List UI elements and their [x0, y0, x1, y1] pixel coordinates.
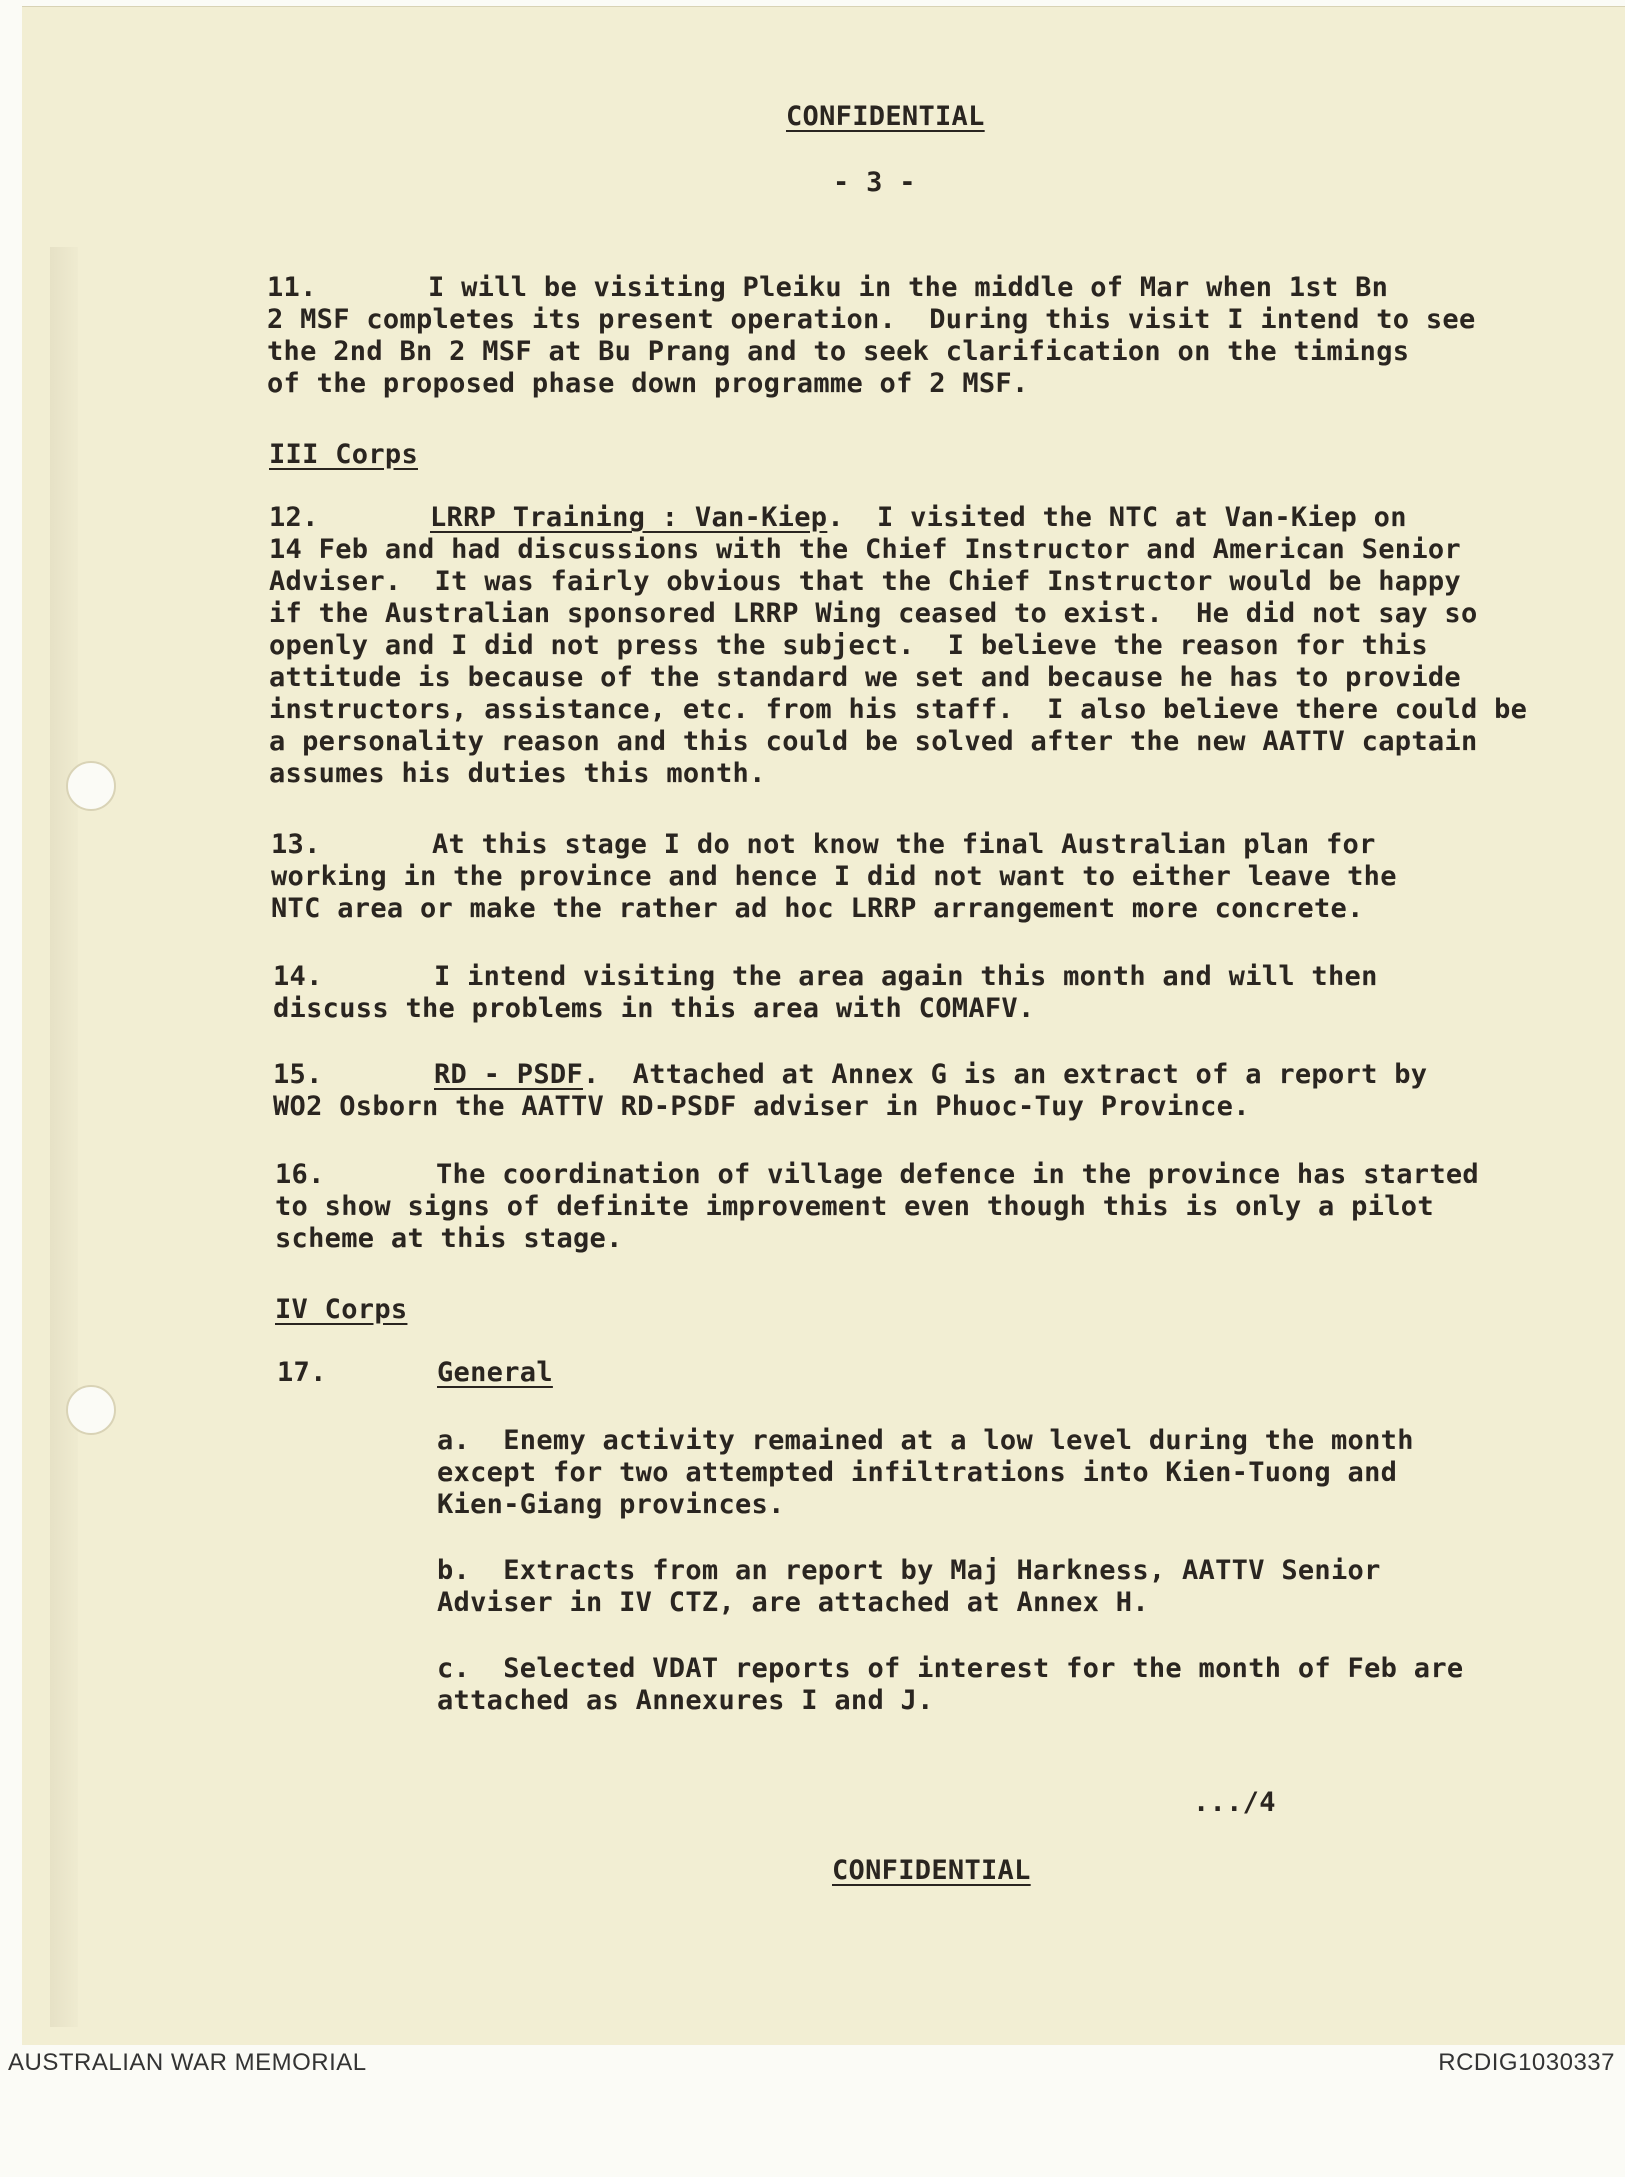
para-line: 14 Feb and had discussions with the Chief Instructor and American Senior: [269, 534, 1461, 565]
archive-footer-right: RCDIG1030337: [1438, 2049, 1615, 2076]
para-heading: General: [437, 1357, 553, 1388]
para-line: discuss the problems in this area with COMAFV.: [273, 993, 1035, 1024]
para-first-line: [430, 502, 1407, 533]
para-line: to show signs of definite improvement even though this is only a pilot: [275, 1191, 1434, 1222]
archive-footer-left: AUSTRALIAN WAR MEMORIAL: [8, 2049, 367, 2076]
para-line: I will be visiting Pleiku in the middle of Mar when 1st Bn: [428, 272, 1389, 303]
para-line: WO2 Osborn the AATTV RD-PSDF adviser in Phuoc-Tuy Province.: [273, 1091, 1250, 1122]
para-line: assumes his duties this month.: [269, 758, 766, 789]
para-number: 11.: [267, 272, 317, 303]
para-number: 12.: [269, 502, 319, 533]
continuation-marker: .../4: [1193, 1787, 1276, 1818]
para-line: if the Australian sponsored LRRP Wing ceased to exist. He did not say so: [269, 598, 1478, 629]
para-line: openly and I did not press the subject. I believe the reason for this: [269, 630, 1428, 661]
para-line: instructors, assistance, etc. from his staff. I also believe there could be: [269, 694, 1528, 725]
para-line: the 2nd Bn 2 MSF at Bu Prang and to seek clarification on the timings: [267, 336, 1410, 367]
subpara-line: Kien-Giang provinces.: [437, 1489, 785, 1520]
subpara-line: Adviser in IV CTZ, are attached at Annex H.: [437, 1587, 1149, 1618]
para-number: 13.: [271, 829, 321, 860]
para-line: attitude is because of the standard we set and because he has to provide: [269, 662, 1461, 693]
para-line: of the proposed phase down programme of 2 MSF.: [267, 368, 1029, 399]
para-line: The coordination of village defence in the province has started: [436, 1159, 1479, 1190]
footer-classification: CONFIDENTIAL: [832, 1855, 1031, 1886]
para-heading: RD - PSDF: [434, 1059, 583, 1090]
section-heading: IV Corps: [275, 1294, 408, 1325]
para-first-line: [434, 1059, 1427, 1090]
para-number: 14.: [273, 961, 323, 992]
subpara-line: b. Extracts from an report by Maj Harkness, AATTV Senior: [437, 1555, 1381, 1586]
subpara-line: except for two attempted infiltrations into Kien-Tuong and: [437, 1457, 1398, 1488]
para-number: 17.: [277, 1357, 327, 1388]
subpara-line: a. Enemy activity remained at a low level during the month: [437, 1425, 1414, 1456]
para-line: Adviser. It was fairly obvious that the Chief Instructor would be happy: [269, 566, 1461, 597]
para-line: 2 MSF completes its present operation. During this visit I intend to see: [267, 304, 1476, 335]
document-page: [22, 6, 1625, 2045]
para-number: 15.: [273, 1059, 323, 1090]
para-line: working in the province and hence I did not want to either leave the: [271, 861, 1397, 892]
para-line: scheme at this stage.: [275, 1223, 623, 1254]
subpara-line: attached as Annexures I and J.: [437, 1685, 934, 1716]
para-text: . Attached at Annex G is an extract of a report by: [583, 1059, 1428, 1090]
para-text: . I visited the NTC at Van-Kiep on: [827, 502, 1407, 533]
para-line: At this stage I do not know the final Australian plan for: [432, 829, 1376, 860]
para-line: NTC area or make the rather ad hoc LRRP arrangement more concrete.: [271, 893, 1364, 924]
para-line: a personality reason and this could be solved after the new AATTV captain: [269, 726, 1478, 757]
para-line: I intend visiting the area again this month and will then: [434, 961, 1378, 992]
page-number: - 3 -: [833, 167, 916, 198]
para-heading: LRRP Training : Van-Kiep: [430, 502, 828, 533]
subpara-line: c. Selected VDAT reports of interest for the month of Feb are: [437, 1653, 1464, 1684]
para-number: 16.: [275, 1159, 325, 1190]
header-classification: CONFIDENTIAL: [786, 101, 985, 132]
section-heading: III Corps: [269, 439, 418, 470]
